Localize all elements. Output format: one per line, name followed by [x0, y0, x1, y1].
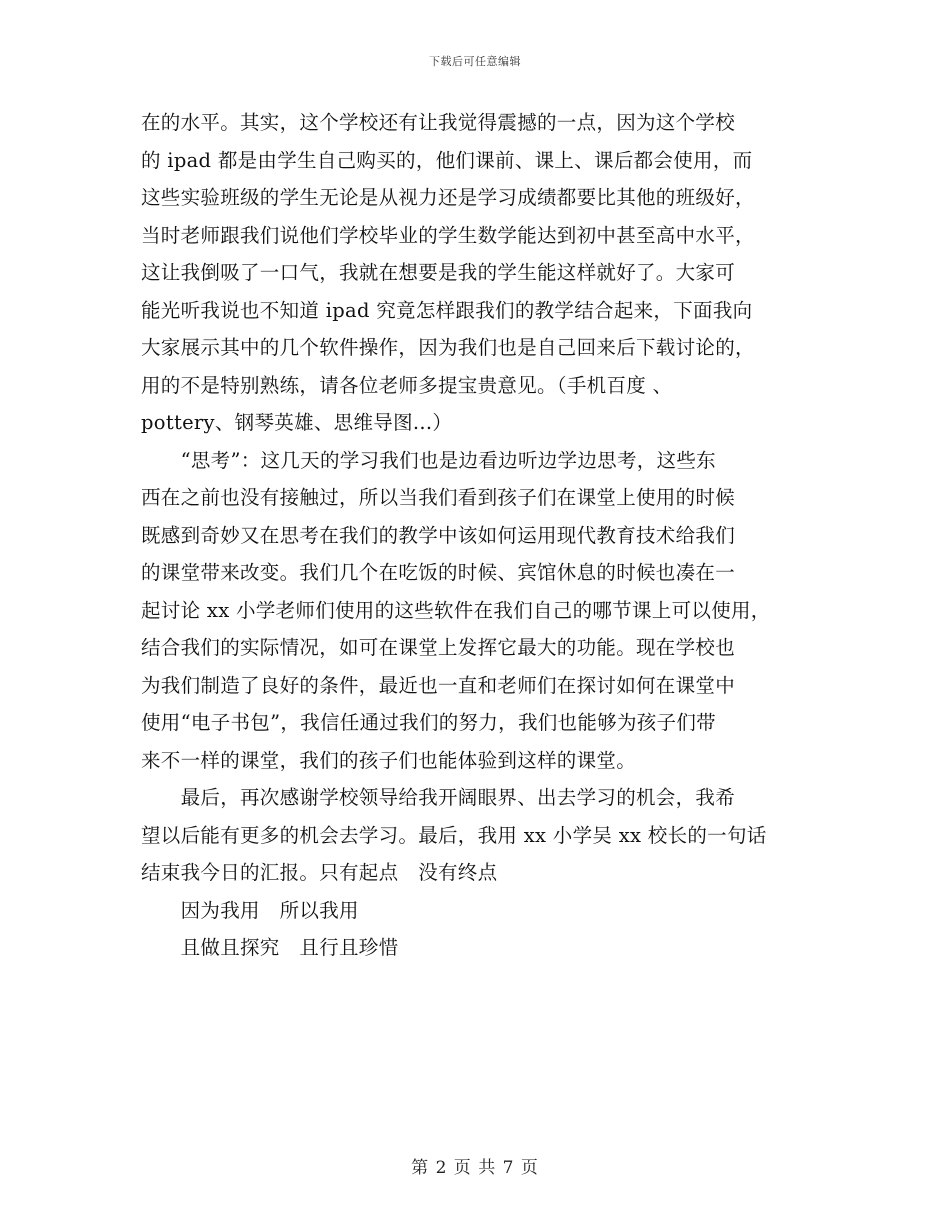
page-header: 下载后可任意编辑 — [429, 55, 521, 68]
body-line: 起讨论 xx 小学老师们使用的这些软件在我们自己的哪节课上可以使用， — [141, 598, 771, 622]
body-line: 因为我用 所以我用 — [141, 898, 359, 922]
body-line: 结束我今日的汇报。只有起点 没有终点 — [141, 861, 498, 884]
body-line: 最后，再次感谢学校领导给我开阔眼界、出去学习的机会，我希 — [141, 786, 736, 809]
body-line: 在的水平。其实，这个学校还有让我觉得震撼的一点，因为这个学校 — [141, 111, 736, 134]
body-line: 望以后能有更多的机会去学习。最后，我用 xx 小学吴 xx 校长的一句话 — [141, 823, 767, 847]
body-line: 来不一样的课堂，我们的孩子们也能体验到这样的课堂。 — [141, 748, 637, 772]
body-line: 结合我们的实际情况，如可在课堂上发挥它最大的功能。现在学校也 — [141, 636, 736, 659]
body-line: 使用“电子书包”，我信任通过我们的努力，我们也能够为孩子们带 — [141, 711, 716, 734]
body-line: 西在之前也没有接触过，所以当我们看到孩子们在课堂上使用的时候 — [141, 486, 736, 509]
body-line: 这让我倒吸了一口气，我就在想要是我的学生能这样就好了。大家可 — [141, 261, 736, 284]
body-line: 为我们制造了良好的条件，最近也一直和老师们在探讨如何在课堂中 — [141, 673, 736, 697]
body-line: 这些实验班级的学生无论是从视力还是学习成绩都要比其他的班级好， — [141, 186, 755, 209]
body-line: pottery、钢琴英雄、思维导图...） — [141, 411, 453, 434]
body-line: 当时老师跟我们说他们学校毕业的学生数学能达到初中甚至高中水平， — [141, 223, 755, 247]
body-line: 的课堂带来改变。我们几个在吃饭的时候、宾馆休息的时候也凑在一 — [141, 561, 736, 584]
document-body — [141, 104, 816, 967]
body-line: 大家展示其中的几个软件操作，因为我们也是自己回来后下载讨论的， — [141, 336, 755, 359]
body-line: 的 ipad 都是由学生自己购买的，他们课前、课上、课后都会使用，而 — [141, 148, 753, 172]
body-line: 用的不是特别熟练，请各位老师多提宝贵意见。（手机百度 、 — [141, 373, 673, 397]
body-line: “思考”：这几天的学习我们也是边看边听边学边思考，这些东 — [141, 448, 716, 472]
body-line: 既感到奇妙又在思考在我们的教学中该如何运用现代教育技术给我们 — [141, 523, 736, 547]
page-number: 第 2 页 共 7 页 — [411, 1158, 539, 1178]
body-line: 且做且探究 且行且珍惜 — [141, 936, 399, 959]
body-line: 能光听我说也不知道 ipad 究竟怎样跟我们的教学结合起来，下面我向 — [141, 298, 753, 322]
